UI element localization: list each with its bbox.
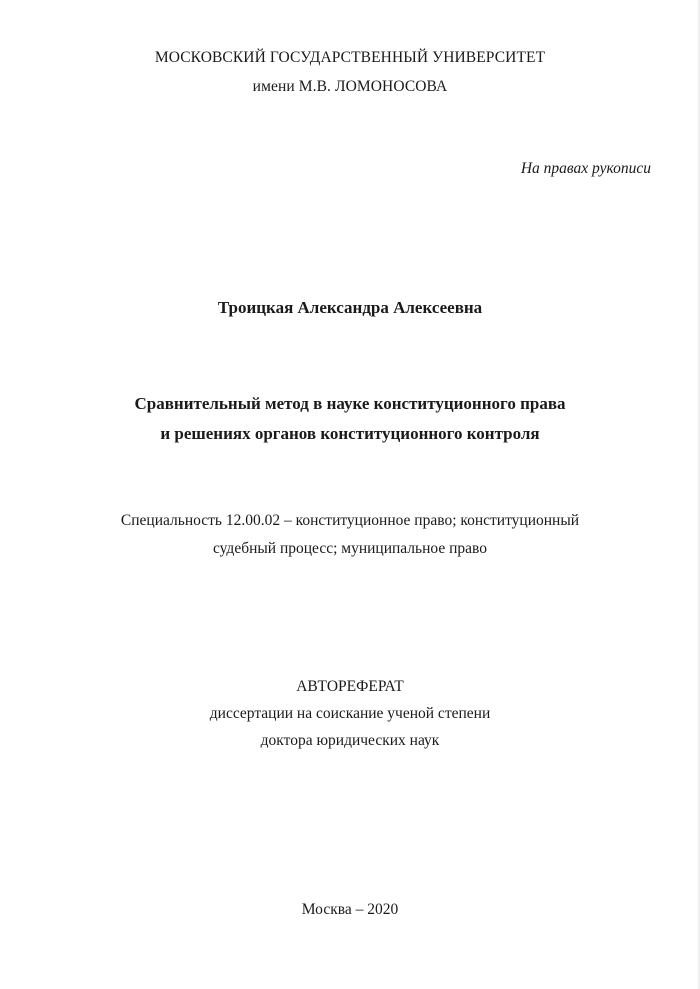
title-line-2: и решениях органов конституционного контроля [160, 424, 540, 443]
place-year: Москва – 2020 [301, 901, 399, 918]
author-name: Троицкая Александра Алексеевна [217, 298, 483, 317]
university-name: МОСКОВСКИЙ ГОСУДАРСТВЕННЫЙ УНИВЕРСИТЕТ [154, 49, 546, 66]
document-type: АВТОРЕФЕРАТ [296, 678, 404, 695]
title-line-1: Сравнительный метод в науке конституционного права [134, 394, 566, 413]
speciality-line-1: Специальность 12.00.02 – конституционное право; конституционный [120, 512, 580, 529]
university-honorific: имени М.В. ЛОМОНОСОВА [252, 78, 448, 95]
degree-name: доктора юридических наук [260, 732, 440, 749]
document-purpose: диссертации на соискание ученой степени [209, 705, 491, 722]
speciality-line-2: судебный процесс; муниципальное право [212, 540, 487, 557]
manuscript-note: На правах рукописи [520, 160, 651, 177]
